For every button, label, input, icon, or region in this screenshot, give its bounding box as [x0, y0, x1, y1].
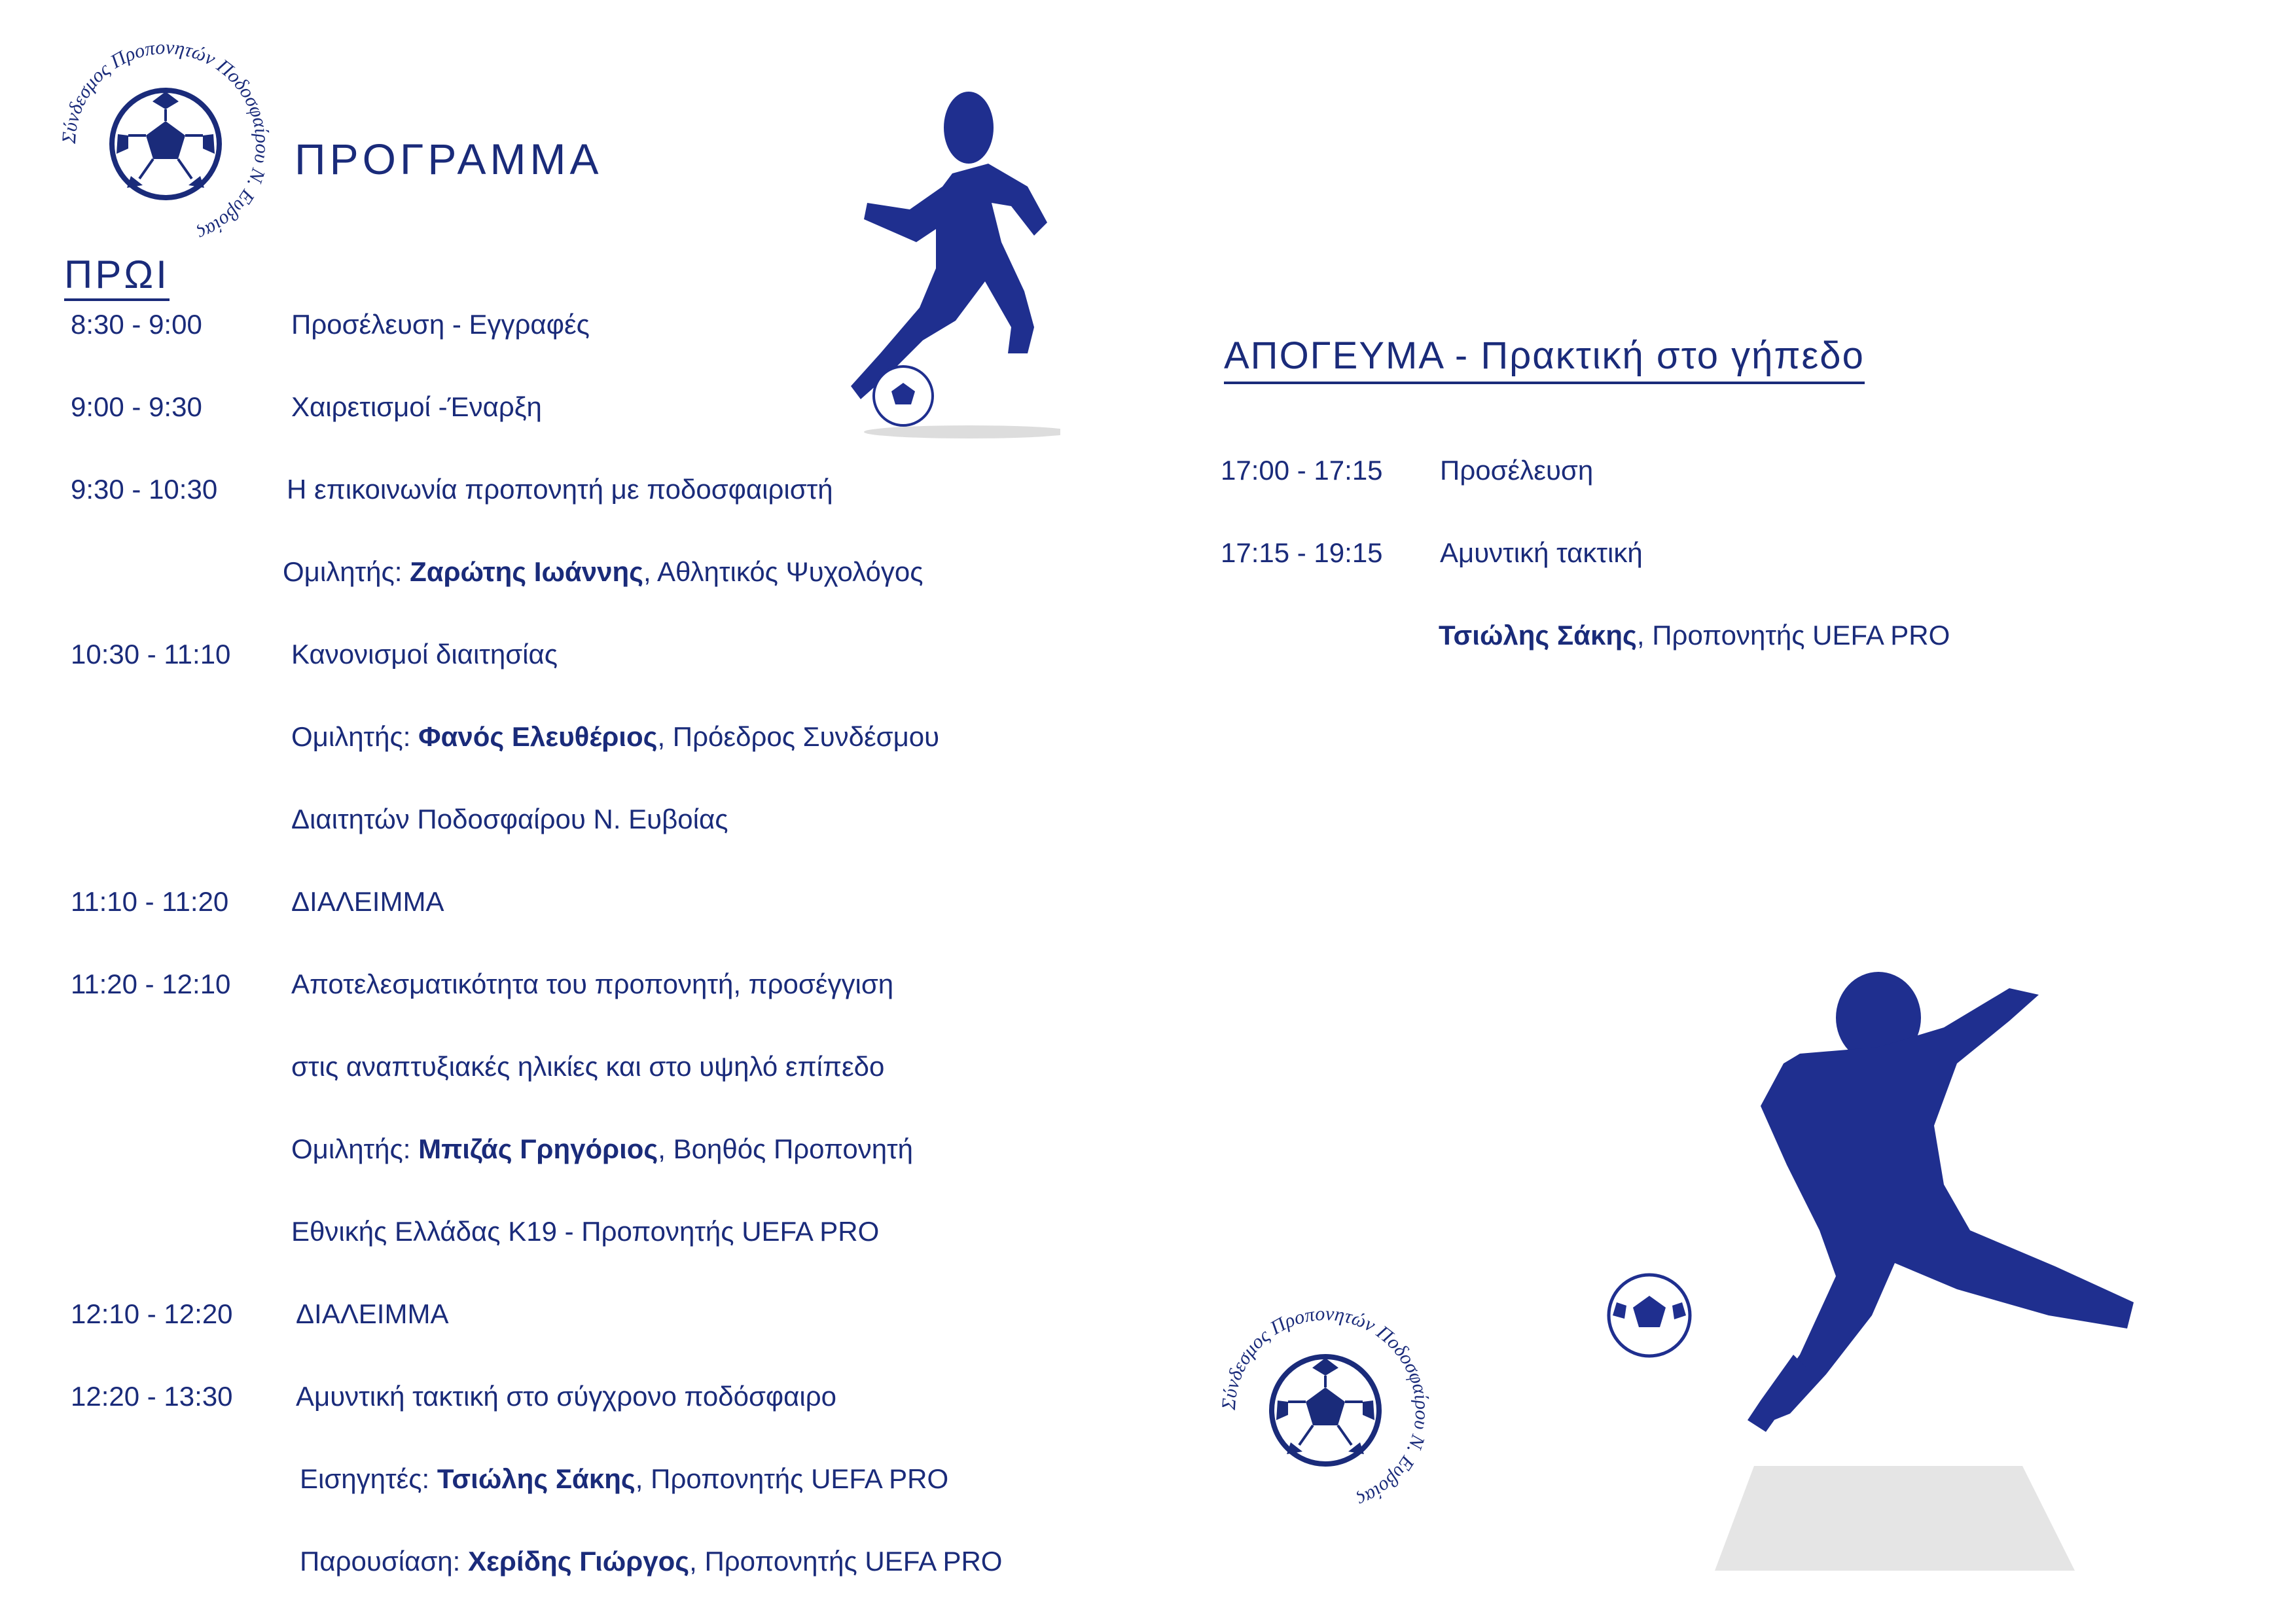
- speaker-label: Εισηγητές:: [300, 1463, 437, 1494]
- schedule-item: Αμυντική τακτική: [1440, 537, 1643, 568]
- schedule-time: 17:00 - 17:15: [1221, 455, 1383, 486]
- speaker-name: Ζαρώτης Ιωάννης: [410, 556, 643, 587]
- speaker-name: Τσιώλης Σάκης: [1439, 620, 1637, 651]
- afternoon-heading: ΑΠΟΓΕΥΜΑ - Πρακτική στο γήπεδο: [1224, 334, 1865, 384]
- schedule-item: ΔΙΑΛΕΙΜΜΑ: [291, 886, 444, 917]
- schedule-item: Η επικοινωνία προπονητή με ποδοσφαιριστή: [287, 474, 833, 505]
- speaker-line: [300, 1546, 1002, 1577]
- schedule-item: Κανονισμοί διαιτησίας: [291, 639, 558, 669]
- schedule-time: 17:15 - 19:15: [1221, 537, 1383, 568]
- soccer-ball-icon: [112, 90, 219, 198]
- speaker-role: , Αθλητικός Ψυχολόγος: [643, 556, 924, 587]
- schedule-item-continued: στις αναπτυξιακές ηλικίες και στο υψηλό επίπεδο: [291, 1051, 885, 1082]
- speaker-line: [1439, 620, 1950, 651]
- speaker-label: Ομιλητής:: [291, 1133, 419, 1164]
- schedule-item: Αποτελεσματικότητα του προπονητή, προσέγγιση: [291, 969, 894, 999]
- schedule-item: Αμυντική τακτική στο σύγχρονο ποδόσφαιρο: [296, 1381, 837, 1412]
- speaker-role: , Προπονητής UEFA PRO: [689, 1546, 1003, 1577]
- schedule-item: Χαιρετισμοί -Έναρξη: [291, 391, 542, 422]
- schedule-time: 12:10 - 12:20: [71, 1298, 233, 1329]
- speaker-label: Παρουσίαση:: [300, 1546, 468, 1577]
- speaker-label: Ομιλητής:: [291, 721, 419, 752]
- schedule-time: 8:30 - 9:00: [71, 309, 202, 340]
- schedule-item: ΔΙΑΛΕΙΜΜΑ: [296, 1298, 449, 1329]
- speaker-line: [291, 721, 939, 753]
- speaker-name: Φανός Ελευθέριος: [418, 721, 658, 752]
- association-logo-top: [58, 36, 274, 252]
- schedule-time: 9:00 - 9:30: [71, 391, 202, 422]
- schedule-time: 9:30 - 10:30: [71, 474, 218, 505]
- schedule-item: Προσέλευση: [1440, 455, 1594, 486]
- association-logo-bottom: [1217, 1302, 1433, 1518]
- speaker-name: Τσιώλης Σάκης: [437, 1463, 636, 1494]
- logo-ring-text: Σύνδεσμος Προπονητών Ποδοσφαίρου Ν. Ευβοίας: [58, 36, 274, 245]
- schedule-time: 10:30 - 11:10: [71, 639, 231, 669]
- speaker-name: Μπιζάς Γρηγόριος: [418, 1133, 658, 1164]
- schedule-time: 12:20 - 13:30: [71, 1381, 233, 1412]
- speaker-role: , Πρόεδρος Συνδέσμου: [657, 721, 940, 752]
- player-silhouette-bottom: [1604, 949, 2160, 1571]
- speaker-role: , Προπονητής UEFA PRO: [1636, 620, 1950, 651]
- schedule-time: 11:10 - 11:20: [71, 886, 229, 917]
- page-title: ΠΡΟΓΡΑΜΜΑ: [295, 135, 603, 183]
- speaker-role: , Προπονητής UEFA PRO: [635, 1463, 949, 1494]
- player-silhouette-top: [812, 46, 1060, 438]
- morning-heading: ΠΡΩΙ: [64, 252, 170, 301]
- speaker-name: Χερίδης Γιώργος: [467, 1546, 690, 1577]
- schedule-time: 11:20 - 12:10: [71, 969, 231, 999]
- schedule-item: Προσέλευση - Εγγραφές: [291, 309, 590, 340]
- speaker-line: [283, 556, 923, 588]
- speaker-role-continued: Εθνικής Ελλάδας Κ19 - Προπονητής UEFA PRO: [291, 1216, 880, 1247]
- speaker-role-continued: Διαιτητών Ποδοσφαίρου Ν. Ευβοίας: [291, 804, 728, 834]
- logo-ring-text: Σύνδεσμος Προπονητών Ποδοσφαίρου Ν. Ευβοίας: [1217, 1302, 1433, 1511]
- soccer-ball-icon: [1272, 1357, 1379, 1464]
- speaker-role: , Βοηθός Προπονητή: [658, 1133, 913, 1164]
- speaker-label: Ομιλητής:: [283, 556, 410, 587]
- speaker-line: [300, 1463, 948, 1495]
- speaker-line: [291, 1133, 913, 1165]
